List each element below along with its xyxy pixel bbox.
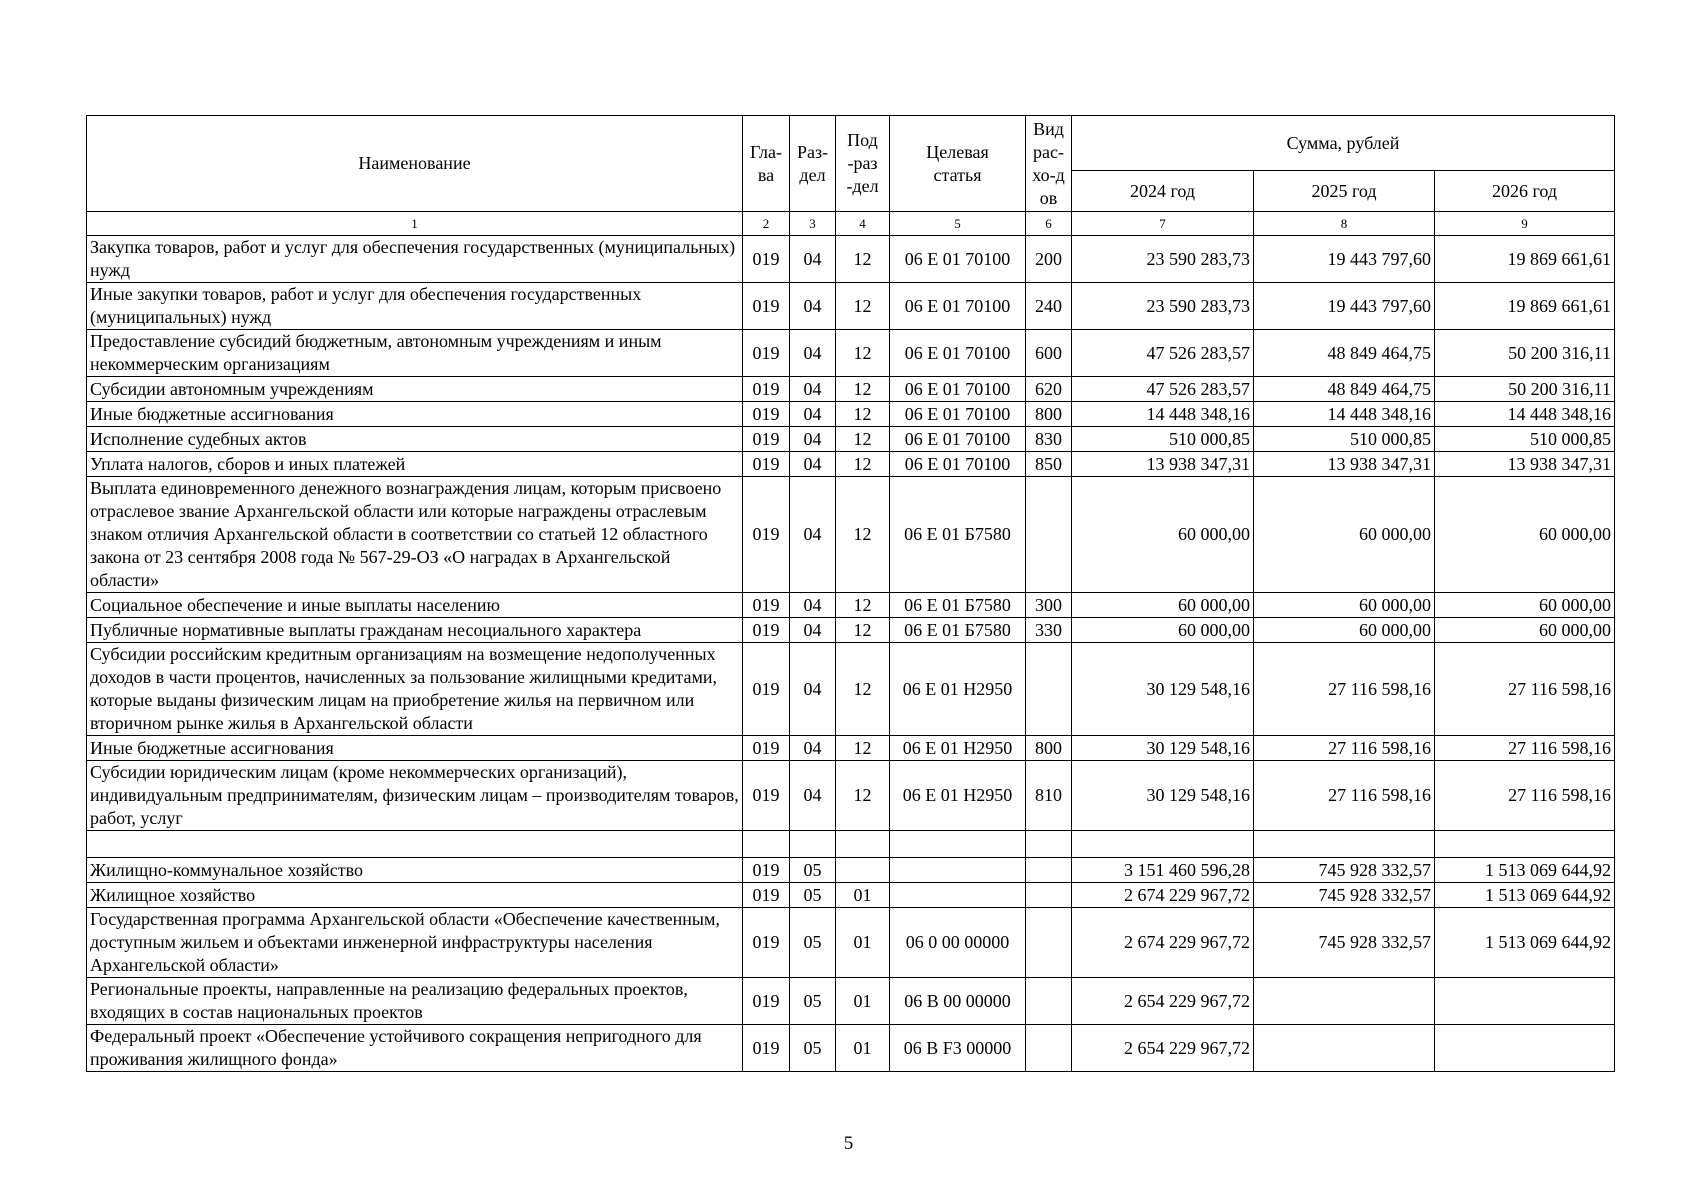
row-target-article: 06 Е 01 Н2950 <box>890 761 1026 831</box>
row-name: Предоставление субсидий бюджетным, автономным учреждениям и иным некоммерческим организациям <box>87 330 743 377</box>
row-sum-2025: 60 000,00 <box>1254 477 1435 593</box>
row-name: Субсидии юридическим лицам (кроме некоммерческих организаций), индивидуальным предпринимателям, физическим лицам – производителям товаров, работ, услуг <box>87 761 743 831</box>
row-chapter: 019 <box>743 236 790 283</box>
row-chapter: 019 <box>743 427 790 452</box>
row-sum-2026: 510 000,85 <box>1435 427 1615 452</box>
row-target-article: 06 Е 01 Н2950 <box>890 736 1026 761</box>
row-chapter: 019 <box>743 618 790 643</box>
row-sum-2026 <box>1435 978 1615 1025</box>
row-subsection <box>836 831 890 858</box>
table-row <box>87 978 1615 1025</box>
row-chapter: 019 <box>743 643 790 736</box>
row-name: Уплата налогов, сборов и иных платежей <box>87 452 743 477</box>
row-name: Закупка товаров, работ и услуг для обеспечения государственных (муниципальных) нужд <box>87 236 743 283</box>
header-target <box>890 116 1026 212</box>
row-expense-type: 200 <box>1026 236 1072 283</box>
table-row <box>87 330 1615 377</box>
row-chapter: 019 <box>743 330 790 377</box>
row-sum-2024: 510 000,85 <box>1072 427 1254 452</box>
table-row <box>87 1025 1615 1072</box>
row-subsection: 12 <box>836 330 890 377</box>
row-section: 05 <box>790 1025 836 1072</box>
row-target-article: 06 В 00 00000 <box>890 978 1026 1025</box>
row-expense-type: 810 <box>1026 761 1072 831</box>
row-chapter: 019 <box>743 858 790 883</box>
row-name: Жилищно-коммунальное хозяйство <box>87 858 743 883</box>
row-target-article: 06 Е 01 Б7580 <box>890 593 1026 618</box>
row-sum-2026: 60 000,00 <box>1435 477 1615 593</box>
row-section: 04 <box>790 477 836 593</box>
row-sum-2025: 510 000,85 <box>1254 427 1435 452</box>
row-expense-type <box>1026 858 1072 883</box>
row-section: 05 <box>790 883 836 908</box>
header-sum: Сумма, рублей <box>1072 116 1615 171</box>
row-sum-2024 <box>1072 831 1254 858</box>
row-target-article: 06 Е 01 Н2950 <box>890 643 1026 736</box>
row-sum-2025: 19 443 797,60 <box>1254 236 1435 283</box>
table-row <box>87 427 1615 452</box>
row-section: 04 <box>790 283 836 330</box>
row-sum-2024: 60 000,00 <box>1072 593 1254 618</box>
row-name <box>87 831 743 858</box>
row-subsection: 01 <box>836 978 890 1025</box>
column-number: 6 <box>1026 212 1072 236</box>
row-chapter: 019 <box>743 761 790 831</box>
row-section: 04 <box>790 593 836 618</box>
row-sum-2024: 47 526 283,57 <box>1072 330 1254 377</box>
row-sum-2025: 745 928 332,57 <box>1254 908 1435 978</box>
row-sum-2024: 2 674 229 967,72 <box>1072 908 1254 978</box>
row-subsection: 12 <box>836 377 890 402</box>
row-subsection: 01 <box>836 908 890 978</box>
row-sum-2025: 13 938 347,31 <box>1254 452 1435 477</box>
row-chapter: 019 <box>743 978 790 1025</box>
row-section: 04 <box>790 736 836 761</box>
row-sum-2025: 14 448 348,16 <box>1254 402 1435 427</box>
row-sum-2025: 745 928 332,57 <box>1254 858 1435 883</box>
row-name: Публичные нормативные выплаты гражданам несоциального характера <box>87 618 743 643</box>
row-name: Федеральный проект «Обеспечение устойчивого сокращения непригодного для проживания жилищного фонда» <box>87 1025 743 1072</box>
row-name: Исполнение судебных актов <box>87 427 743 452</box>
row-target-article <box>890 883 1026 908</box>
budget-table <box>86 115 1615 1072</box>
table-row <box>87 236 1615 283</box>
row-chapter: 019 <box>743 452 790 477</box>
table-row <box>87 761 1615 831</box>
row-chapter: 019 <box>743 593 790 618</box>
row-sum-2026: 60 000,00 <box>1435 593 1615 618</box>
row-chapter: 019 <box>743 377 790 402</box>
row-sum-2026 <box>1435 1025 1615 1072</box>
row-subsection: 12 <box>836 283 890 330</box>
row-target-article: 06 Е 01 70100 <box>890 236 1026 283</box>
table-row-spacer <box>87 831 1615 858</box>
row-expense-type: 800 <box>1026 402 1072 427</box>
row-sum-2026: 13 938 347,31 <box>1435 452 1615 477</box>
row-sum-2024: 23 590 283,73 <box>1072 236 1254 283</box>
row-sum-2024: 60 000,00 <box>1072 618 1254 643</box>
row-section: 04 <box>790 330 836 377</box>
row-section: 04 <box>790 427 836 452</box>
header-section <box>790 116 836 212</box>
row-sum-2024: 13 938 347,31 <box>1072 452 1254 477</box>
table-row <box>87 908 1615 978</box>
row-section: 05 <box>790 858 836 883</box>
row-sum-2026: 1 513 069 644,92 <box>1435 883 1615 908</box>
row-section: 05 <box>790 908 836 978</box>
column-number: 4 <box>836 212 890 236</box>
row-expense-type: 600 <box>1026 330 1072 377</box>
row-chapter: 019 <box>743 1025 790 1072</box>
row-target-article: 06 0 00 00000 <box>890 908 1026 978</box>
header-target-text: Целевая статья <box>926 141 989 185</box>
row-subsection: 12 <box>836 477 890 593</box>
row-sum-2024: 23 590 283,73 <box>1072 283 1254 330</box>
row-sum-2026: 27 116 598,16 <box>1435 761 1615 831</box>
row-target-article: 06 Е 01 70100 <box>890 402 1026 427</box>
row-subsection: 12 <box>836 427 890 452</box>
row-sum-2024: 14 448 348,16 <box>1072 402 1254 427</box>
header-chapter-text: Гла-ва <box>749 141 783 185</box>
row-sum-2025: 27 116 598,16 <box>1254 643 1435 736</box>
row-sum-2024: 2 674 229 967,72 <box>1072 883 1254 908</box>
row-expense-type: 240 <box>1026 283 1072 330</box>
row-section <box>790 831 836 858</box>
row-chapter: 019 <box>743 283 790 330</box>
row-section: 04 <box>790 452 836 477</box>
row-chapter <box>743 831 790 858</box>
header-2025: 2025 год <box>1254 171 1435 212</box>
table-row <box>87 452 1615 477</box>
row-sum-2024: 30 129 548,16 <box>1072 643 1254 736</box>
row-section: 04 <box>790 643 836 736</box>
row-section: 05 <box>790 978 836 1025</box>
row-sum-2025: 27 116 598,16 <box>1254 736 1435 761</box>
column-number: 5 <box>890 212 1026 236</box>
header-2024: 2024 год <box>1072 171 1254 212</box>
row-sum-2024: 2 654 229 967,72 <box>1072 1025 1254 1072</box>
row-name: Выплата единовременного денежного вознаграждения лицам, которым присвоено отраслевое звание Архангельской области или которые награждены отраслевым знаком отличия Архангельской области в соответствии со статьей 12 областного закона от 23 сентября 2008 года № 567-29-ОЗ «О наградах в Архангельской области» <box>87 477 743 593</box>
row-chapter: 019 <box>743 477 790 593</box>
row-expense-type: 330 <box>1026 618 1072 643</box>
row-sum-2026: 50 200 316,11 <box>1435 377 1615 402</box>
row-name: Социальное обеспечение и иные выплаты населению <box>87 593 743 618</box>
row-section: 04 <box>790 236 836 283</box>
row-chapter: 019 <box>743 736 790 761</box>
row-target-article: 06 Е 01 Б7580 <box>890 477 1026 593</box>
row-sum-2026: 27 116 598,16 <box>1435 736 1615 761</box>
row-sum-2024: 60 000,00 <box>1072 477 1254 593</box>
row-expense-type <box>1026 908 1072 978</box>
row-expense-type: 620 <box>1026 377 1072 402</box>
table-row <box>87 402 1615 427</box>
row-sum-2025: 48 849 464,75 <box>1254 377 1435 402</box>
row-name: Субсидии российским кредитным организациям на возмещение недополученных доходов в части процентов, начисленных за пользование жилищными кредитами, которые выданы физическим лицам на приобретение жилья на первичном или вторичном рынке жилья в Архангельской области <box>87 643 743 736</box>
row-sum-2025 <box>1254 1025 1435 1072</box>
row-sum-2025: 19 443 797,60 <box>1254 283 1435 330</box>
row-section: 04 <box>790 618 836 643</box>
row-expense-type: 830 <box>1026 427 1072 452</box>
row-subsection <box>836 858 890 883</box>
row-chapter: 019 <box>743 908 790 978</box>
row-expense-type: 800 <box>1026 736 1072 761</box>
table-row <box>87 477 1615 593</box>
row-sum-2025: 60 000,00 <box>1254 618 1435 643</box>
header-section-text: Раз-дел <box>796 141 829 185</box>
row-name: Жилищное хозяйство <box>87 883 743 908</box>
row-target-article: 06 Е 01 70100 <box>890 377 1026 402</box>
row-sum-2024: 47 526 283,57 <box>1072 377 1254 402</box>
row-sum-2025: 60 000,00 <box>1254 593 1435 618</box>
row-target-article: 06 В F3 00000 <box>890 1025 1026 1072</box>
row-name: Региональные проекты, направленные на реализацию федеральных проектов, входящих в состав национальных проектов <box>87 978 743 1025</box>
column-number: 8 <box>1254 212 1435 236</box>
table-row <box>87 883 1615 908</box>
header-2026: 2026 год <box>1435 171 1615 212</box>
header-name: Наименование <box>87 116 743 212</box>
row-sum-2025 <box>1254 978 1435 1025</box>
column-number: 7 <box>1072 212 1254 236</box>
header-expense-type <box>1026 116 1072 212</box>
row-sum-2025: 27 116 598,16 <box>1254 761 1435 831</box>
row-name: Государственная программа Архангельской области «Обеспечение качественным, доступным жильем и объектами инженерной инфраструктуры населения Архангельской области» <box>87 908 743 978</box>
row-sum-2026: 60 000,00 <box>1435 618 1615 643</box>
row-name: Иные бюджетные ассигнования <box>87 402 743 427</box>
row-expense-type <box>1026 1025 1072 1072</box>
header-expense-type-text: Вид рас-хо-дов <box>1032 118 1065 208</box>
row-subsection: 01 <box>836 1025 890 1072</box>
column-number: 3 <box>790 212 836 236</box>
row-target-article <box>890 831 1026 858</box>
row-sum-2024: 30 129 548,16 <box>1072 736 1254 761</box>
row-target-article: 06 Е 01 Б7580 <box>890 618 1026 643</box>
table-body <box>87 236 1615 1072</box>
header-subsection <box>836 116 890 212</box>
row-subsection: 12 <box>836 593 890 618</box>
table-row <box>87 858 1615 883</box>
row-chapter: 019 <box>743 883 790 908</box>
row-expense-type: 850 <box>1026 452 1072 477</box>
column-number: 1 <box>87 212 743 236</box>
row-target-article: 06 Е 01 70100 <box>890 427 1026 452</box>
row-subsection: 01 <box>836 883 890 908</box>
row-sum-2026 <box>1435 831 1615 858</box>
row-target-article: 06 Е 01 70100 <box>890 452 1026 477</box>
row-subsection: 12 <box>836 402 890 427</box>
header-subsection-text: Под-раз-дел <box>846 130 879 196</box>
row-subsection: 12 <box>836 643 890 736</box>
column-number: 2 <box>743 212 790 236</box>
row-sum-2025: 48 849 464,75 <box>1254 330 1435 377</box>
row-subsection: 12 <box>836 452 890 477</box>
row-sum-2026: 1 513 069 644,92 <box>1435 858 1615 883</box>
row-target-article: 06 Е 01 70100 <box>890 283 1026 330</box>
row-name: Субсидии автономным учреждениям <box>87 377 743 402</box>
row-expense-type <box>1026 883 1072 908</box>
row-sum-2026: 50 200 316,11 <box>1435 330 1615 377</box>
row-name: Иные бюджетные ассигнования <box>87 736 743 761</box>
table-row <box>87 283 1615 330</box>
table-row <box>87 736 1615 761</box>
row-target-article: 06 Е 01 70100 <box>890 330 1026 377</box>
row-sum-2026: 19 869 661,61 <box>1435 283 1615 330</box>
row-expense-type: 300 <box>1026 593 1072 618</box>
row-subsection: 12 <box>836 236 890 283</box>
table-row <box>87 618 1615 643</box>
row-section: 04 <box>790 761 836 831</box>
row-subsection: 12 <box>836 736 890 761</box>
column-number: 9 <box>1435 212 1615 236</box>
row-expense-type <box>1026 978 1072 1025</box>
row-sum-2024: 2 654 229 967,72 <box>1072 978 1254 1025</box>
row-chapter: 019 <box>743 402 790 427</box>
row-sum-2026: 14 448 348,16 <box>1435 402 1615 427</box>
row-expense-type <box>1026 477 1072 593</box>
row-sum-2025 <box>1254 831 1435 858</box>
row-section: 04 <box>790 377 836 402</box>
row-sum-2026: 27 116 598,16 <box>1435 643 1615 736</box>
row-expense-type <box>1026 643 1072 736</box>
row-subsection: 12 <box>836 761 890 831</box>
table-row <box>87 643 1615 736</box>
row-target-article <box>890 858 1026 883</box>
table-row <box>87 593 1615 618</box>
table-row <box>87 377 1615 402</box>
page-number: 5 <box>843 1133 854 1154</box>
row-sum-2024: 30 129 548,16 <box>1072 761 1254 831</box>
row-sum-2026: 19 869 661,61 <box>1435 236 1615 283</box>
row-expense-type <box>1026 831 1072 858</box>
row-sum-2026: 1 513 069 644,92 <box>1435 908 1615 978</box>
row-section: 04 <box>790 402 836 427</box>
header-chapter <box>743 116 790 212</box>
row-sum-2025: 745 928 332,57 <box>1254 883 1435 908</box>
row-sum-2024: 3 151 460 596,28 <box>1072 858 1254 883</box>
row-subsection: 12 <box>836 618 890 643</box>
row-name: Иные закупки товаров, работ и услуг для обеспечения государственных (муниципальных) нужд <box>87 283 743 330</box>
